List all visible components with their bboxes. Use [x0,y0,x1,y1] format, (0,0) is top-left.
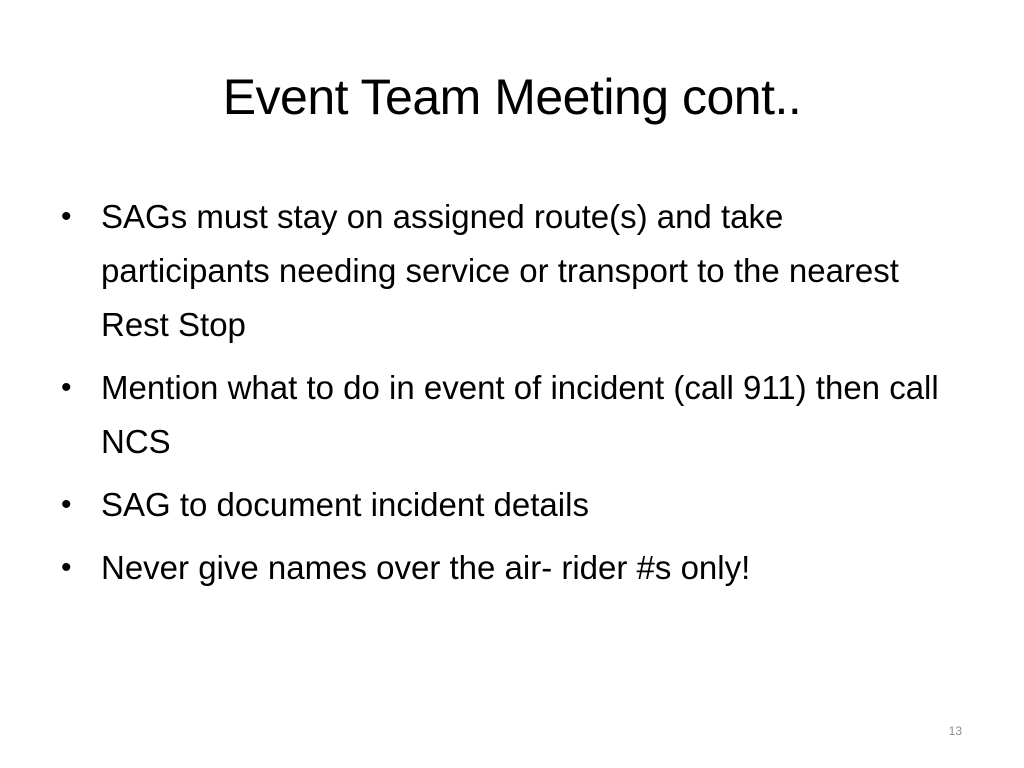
bullet-icon: • [61,551,72,584]
bullet-icon: • [61,371,72,404]
bullet-item [57,478,957,532]
bullet-text: Mention what to do in event of incident (call 911) then call NCS [101,369,939,460]
bullet-list [57,190,957,604]
bullet-item [57,190,957,352]
bullet-item [57,541,957,595]
bullet-text: SAGs must stay on assigned route(s) and take participants needing service or transport to the nearest Rest Stop [101,198,899,343]
bullet-text: Never give names over the air- rider #s only! [101,549,751,586]
page-number: 13 [948,724,962,738]
bullet-icon: • [61,488,72,521]
bullet-icon: • [61,200,72,233]
bullet-item [57,361,957,469]
slide-title: Event Team Meeting cont.. [222,69,802,125]
bullet-text: SAG to document incident details [101,486,589,523]
